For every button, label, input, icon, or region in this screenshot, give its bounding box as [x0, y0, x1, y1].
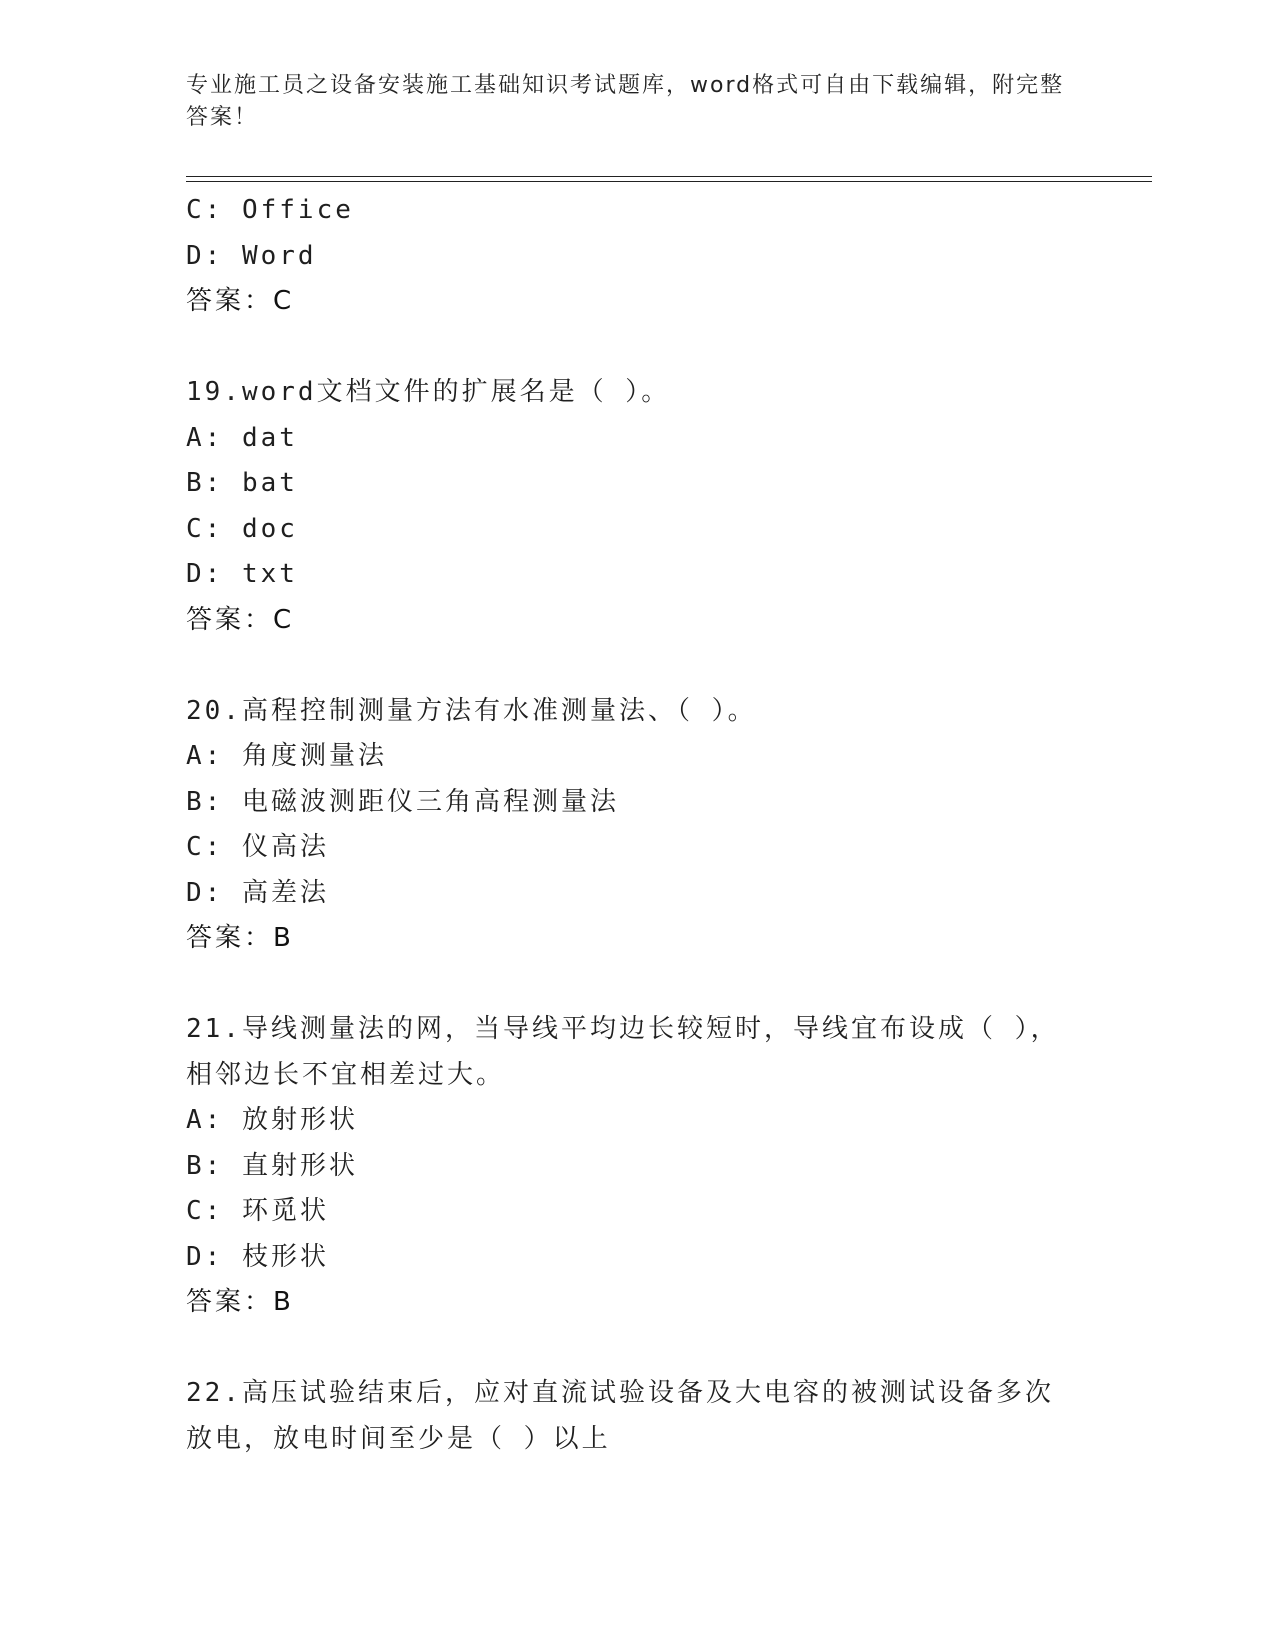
spacer	[186, 962, 1086, 1008]
option-b: B: 直射形状	[186, 1150, 358, 1181]
question-text: 19.word文档文件的扩展名是（ ）。	[186, 377, 671, 407]
question-block-prev	[186, 188, 1086, 325]
option-c: C: doc	[186, 513, 298, 544]
option-c: C: 仪高法	[186, 832, 329, 862]
option-c: C: Office	[186, 195, 354, 225]
question-block-22	[186, 1371, 1086, 1462]
question-block-20	[186, 689, 1086, 962]
option-d: D: 高差法	[186, 877, 329, 908]
option-a: A: dat	[186, 422, 298, 453]
option-b: B: 电磁波测距仪三角高程测量法	[186, 786, 619, 817]
answer-label: 答案：C	[186, 604, 295, 635]
option-d: D: 枝形状	[186, 1241, 329, 1272]
question-text: 21.导线测量法的网，当导线平均边长较短时，导线宜布设成（ ），相邻边长不宜相差过大。	[186, 1014, 1060, 1090]
spacer	[186, 643, 1086, 689]
answer-label: 答案：B	[186, 1287, 294, 1317]
option-a: A: 角度测量法	[186, 741, 387, 771]
header-divider-bottom	[186, 181, 1152, 182]
question-block-21	[186, 1007, 1086, 1326]
header-divider-top	[186, 176, 1152, 177]
option-d: D: txt	[186, 559, 298, 589]
question-block-19	[186, 370, 1086, 643]
document-header: 专业施工员之设备安装施工基础知识考试题库，word格式可自由下载编辑，附完整答案！	[186, 73, 1065, 130]
option-c: C: 环觅状	[186, 1196, 329, 1226]
option-a: A: 放射形状	[186, 1105, 358, 1135]
answer-label: 答案：C	[186, 286, 295, 316]
option-b: B: bat	[186, 468, 298, 498]
spacer	[186, 1326, 1086, 1372]
question-text: 20.高程控制测量方法有水准测量法、（ ）。	[186, 695, 757, 726]
option-d: D: Word	[186, 240, 317, 271]
answer-label: 答案：B	[186, 923, 294, 953]
question-list	[186, 188, 1086, 1462]
question-text: 22.高压试验结束后，应对直流试验设备及大电容的被测试设备多次放电，放电时间至少是（ ）以上	[186, 1378, 1054, 1454]
spacer	[186, 325, 1086, 371]
